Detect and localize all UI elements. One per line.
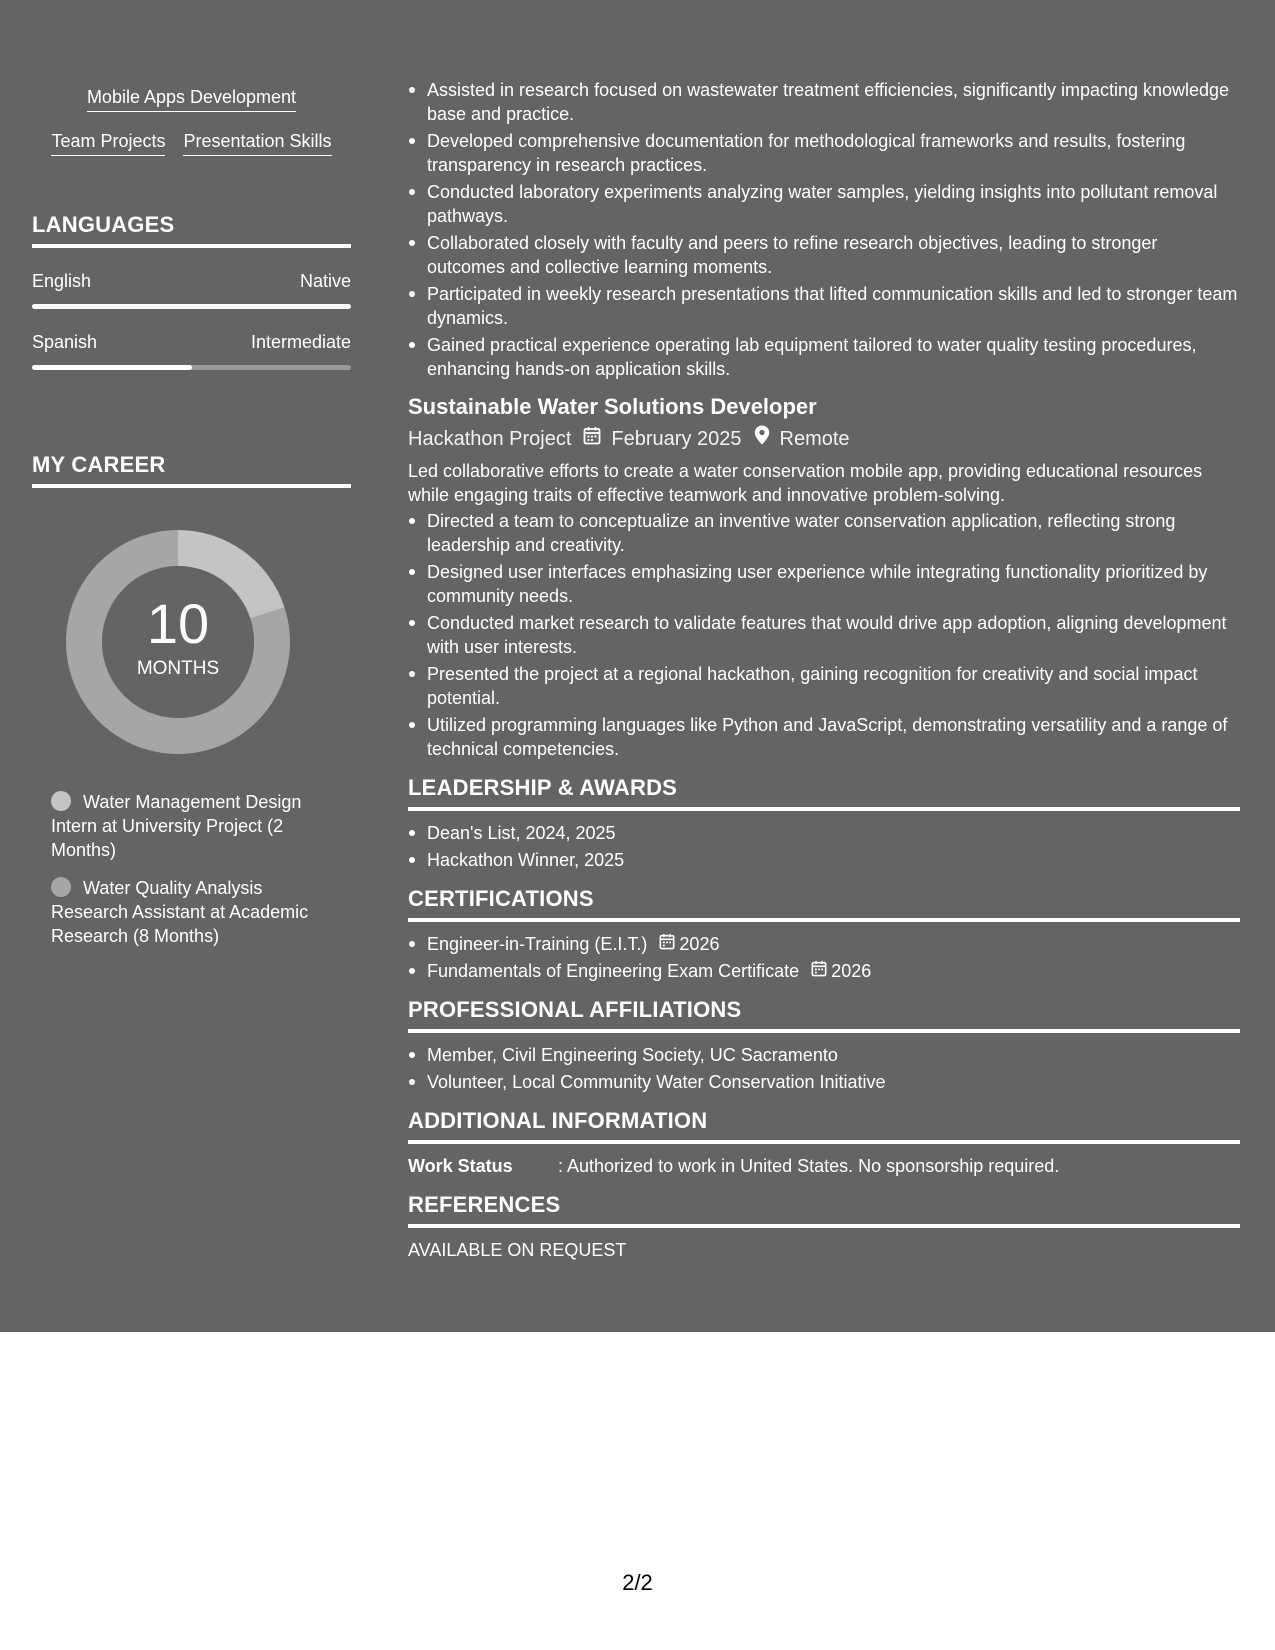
project-bullets — [408, 509, 1240, 761]
skill-tag-row — [32, 130, 351, 156]
skill-tags — [32, 86, 351, 174]
section-divider — [408, 918, 1240, 922]
skill-tag-row — [32, 86, 351, 112]
bullet-item: Developed comprehensive documentation for methodological frameworks and results, fostering transparency in research practices. — [408, 129, 1240, 177]
project-description: Led collaborative efforts to create a water conservation mobile app, providing educational resources while engaging traits of effective teamwork and innovative problem-solving. — [408, 461, 1203, 505]
right-column — [408, 78, 1240, 1262]
legend-label: Water Quality Analysis Research Assistant at Academic Research (8 Months) — [51, 878, 309, 946]
certification-year: 2026 — [679, 934, 720, 954]
work-status-row — [408, 1154, 1240, 1178]
proficiency-bar — [32, 365, 351, 370]
leadership-section — [408, 775, 1240, 872]
section-divider — [408, 1140, 1240, 1144]
certifications-section — [408, 886, 1240, 983]
affiliations-section — [408, 997, 1240, 1094]
section-title: LEADERSHIP & AWARDS — [408, 775, 678, 800]
section-divider — [408, 1029, 1240, 1033]
certification-item — [408, 932, 1240, 956]
section-title: REFERENCES — [408, 1192, 561, 1217]
career-donut-chart — [66, 530, 290, 754]
career-legend — [51, 790, 341, 962]
bullet-item: Presented the project at a regional hackathon, gaining recognition for creativity and social impact potential. — [408, 662, 1240, 710]
project-meta — [408, 425, 1240, 453]
calendar-icon — [811, 959, 827, 983]
bullet-item: Participated in weekly research presentations that lifted communication skills and led to stronger team dynamics. — [408, 282, 1240, 330]
section-title: MY CAREER — [32, 452, 166, 477]
languages-section — [32, 212, 351, 370]
project-org: Hackathon Project — [408, 428, 572, 450]
additional-info-section — [408, 1108, 1240, 1178]
section-title: CERTIFICATIONS — [408, 886, 594, 911]
bullet-item: Utilized programming languages like Python and JavaScript, demonstrating versatility and a range of technical competencies. — [408, 713, 1240, 761]
language-level: Native — [299, 271, 351, 291]
map-pin-icon — [754, 425, 770, 453]
calendar-icon — [659, 932, 675, 956]
references-text: AVAILABLE ON REQUEST — [408, 1240, 627, 1260]
project-location: Remote — [779, 428, 850, 450]
section-divider — [32, 244, 351, 248]
language-level: Intermediate — [250, 332, 351, 352]
bullet-item: Assisted in research focused on wastewater treatment efficiencies, significantly impacting knowledge base and practice. — [408, 78, 1240, 126]
references-section — [408, 1192, 1240, 1262]
award-item: Dean's List, 2024, 2025 — [408, 821, 1240, 845]
bullet-item: Conducted laboratory experiments analyzing water samples, yielding insights into pollutant removal pathways. — [408, 180, 1240, 228]
skill-tag: Mobile Apps Development — [87, 86, 296, 112]
certification-name: Engineer-in-Training (E.I.T.) — [427, 934, 648, 954]
legend-dot — [51, 791, 71, 811]
affiliation-item: Member, Civil Engineering Society, UC Sacramento — [408, 1043, 1240, 1067]
certification-year: 2026 — [831, 961, 872, 981]
skill-tag: Presentation Skills — [183, 130, 331, 156]
work-status-label: Work Status — [408, 1156, 513, 1176]
section-divider — [408, 807, 1240, 811]
proficiency-bar — [32, 304, 351, 309]
skill-tag: Team Projects — [51, 130, 165, 156]
legend-item — [51, 790, 341, 862]
bullet-item: Gained practical experience operating lab equipment tailored to water quality testing procedures, enhancing hands-on application skills. — [408, 333, 1240, 381]
affiliation-item: Volunteer, Local Community Water Conservation Initiative — [408, 1070, 1240, 1094]
legend-label: Water Management Design Intern at University Project (2 Months) — [51, 792, 302, 860]
bullet-item: Collaborated closely with faculty and peers to refine research objectives, leading to stronger outcomes and collective learning moments. — [408, 231, 1240, 279]
proficiency-bar-fill — [32, 365, 192, 370]
award-item: Hackathon Winner, 2025 — [408, 848, 1240, 872]
certification-item — [408, 959, 1240, 983]
proficiency-bar-fill — [32, 304, 351, 309]
section-divider — [408, 1224, 1240, 1228]
legend-dot — [51, 877, 71, 897]
project-title: Sustainable Water Solutions Developer — [408, 394, 817, 419]
certification-name: Fundamentals of Engineering Exam Certificate — [427, 961, 800, 981]
donut-total-unit: MONTHS — [136, 658, 220, 679]
donut-total-number: 10 — [146, 592, 210, 655]
career-section — [32, 452, 351, 946]
bullet-item: Directed a team to conceptualize an inventive water conservation application, reflecting strong leadership and creativity. — [408, 509, 1240, 557]
language-name: Spanish — [32, 332, 98, 352]
experience-bullets — [408, 78, 1240, 381]
calendar-icon — [583, 425, 601, 453]
project-date: February 2025 — [611, 428, 742, 450]
language-item — [32, 270, 351, 309]
page-number: 2/2 — [622, 1570, 653, 1595]
section-title: LANGUAGES — [32, 212, 175, 237]
legend-item — [51, 876, 341, 948]
section-divider — [32, 484, 351, 488]
language-name: English — [32, 271, 92, 291]
bullet-item: Conducted market research to validate features that would drive app adoption, aligning development with user interests. — [408, 611, 1240, 659]
section-title: PROFESSIONAL AFFILIATIONS — [408, 997, 742, 1022]
language-item — [32, 331, 351, 370]
section-title: ADDITIONAL INFORMATION — [408, 1108, 708, 1133]
work-status-value: : Authorized to work in United States. No sponsorship required. — [558, 1156, 1060, 1176]
bullet-item: Designed user interfaces emphasizing user experience while integrating functionality prioritized by community needs. — [408, 560, 1240, 608]
